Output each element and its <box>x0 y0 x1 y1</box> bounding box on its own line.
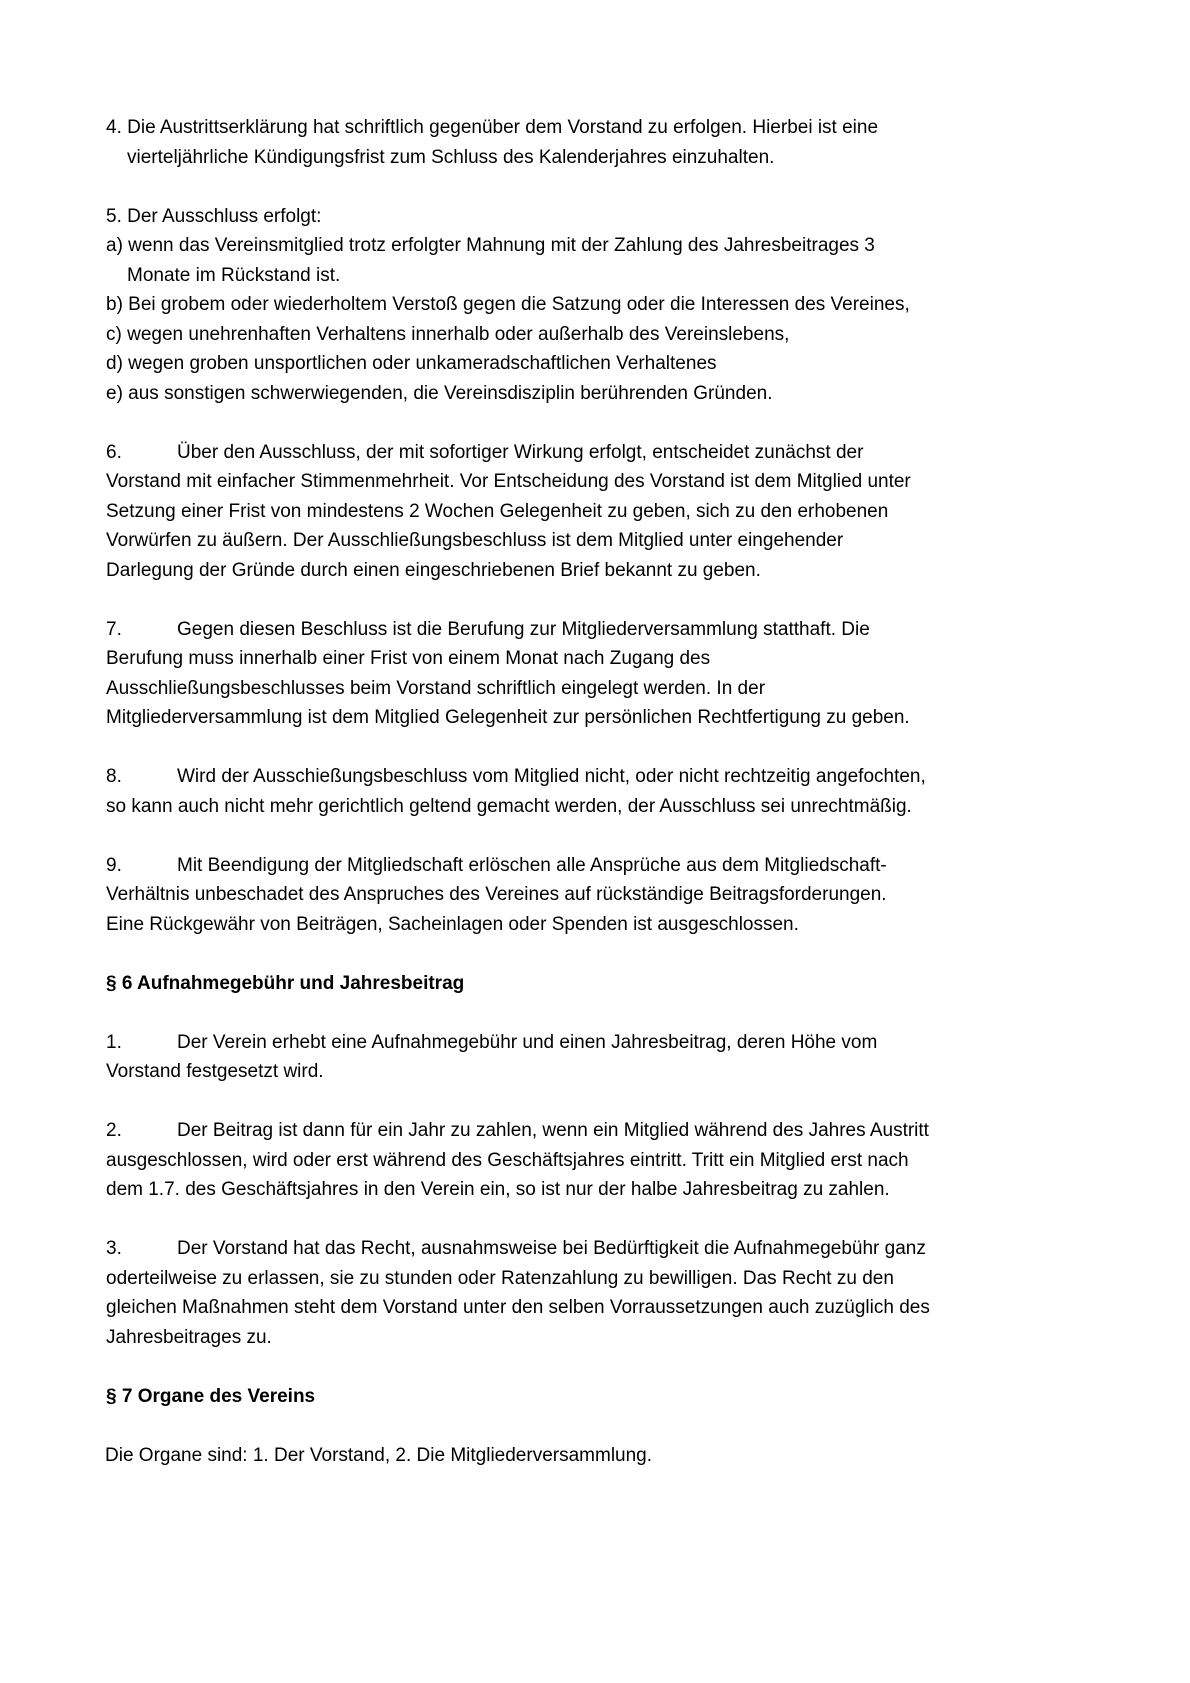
paragraph-4 <box>106 113 1006 172</box>
paragraph-line: Eine Rückgewähr von Beiträgen, Sacheinlagen oder Spenden ist ausgeschlossen. <box>106 913 799 935</box>
list-item-a-continued: Monate im Rückstand ist. <box>127 264 341 286</box>
paragraph-line: 4. Die Austrittserklärung hat schriftlich gegenüber dem Vorstand zu erfolgen. Hierbei ist eine <box>106 117 879 138</box>
list-item-a: a) wenn das Vereinsmitglied trotz erfolgter Mahnung mit der Zahlung des Jahresbeitrages 3 <box>106 235 875 256</box>
paragraph-line: Darlegung der Gründe durch einen eingeschriebenen Brief bekannt zu geben. <box>106 559 761 581</box>
paragraph-line: dem 1.7. des Geschäftsjahres in den Verein ein, so ist nur der halbe Jahresbeitrag zu zahlen. <box>106 1179 890 1200</box>
section-6-paragraph-2 <box>106 1116 1006 1205</box>
paragraph-line: Vorstand mit einfacher Stimmenmehrheit. Vor Entscheidung des Vorstand ist dem Mitglied unter <box>106 471 911 492</box>
section-6-paragraph-1 <box>106 1028 1006 1087</box>
paragraph-line: Vorstand festgesetzt wird. <box>106 1061 324 1082</box>
paragraph-text: Der Vorstand hat das Recht, ausnahmsweise bei Bedürftigkeit die Aufnahmegebühr ganz <box>177 1238 926 1259</box>
paragraph-line: vierteljährliche Kündigungsfrist zum Schluss des Kalenderjahres einzuhalten. <box>127 146 775 168</box>
paragraph-9 <box>106 851 1006 940</box>
paragraph-text: Mit Beendigung der Mitgliedschaft erlöschen alle Ansprüche aus dem Mitgliedschaft- <box>177 854 887 876</box>
paragraph-number: 7. <box>106 618 122 640</box>
section-7-text: Die Organe sind: 1. Der Vorstand, 2. Die Mitgliederversammlung. <box>105 1444 653 1466</box>
paragraph-line: Jahresbeitrages zu. <box>106 1326 272 1348</box>
paragraph-line: Ausschließungsbeschlusses beim Vorstand schriftlich eingelegt werden. In der <box>106 677 766 699</box>
paragraph-text: Gegen diesen Beschluss ist die Berufung zur Mitgliederversammlung statthaft. Die <box>177 618 870 640</box>
list-item-d: d) wegen groben unsportlichen oder unkameradschaftlichen Verhaltenes <box>106 353 717 374</box>
paragraph-number: 9. <box>106 854 122 876</box>
paragraph-5 <box>106 202 1006 409</box>
section-6-heading: § 6 Aufnahmegebühr und Jahresbeitrag <box>106 972 465 994</box>
paragraph-line: Berufung muss innerhalb einer Frist von einem Monat nach Zugang des <box>106 648 711 669</box>
paragraph-intro: 5. Der Ausschluss erfolgt: <box>106 205 322 227</box>
paragraph-7 <box>106 615 1006 733</box>
paragraph-number: 6. <box>106 441 122 463</box>
paragraph-line: oderteilweise zu erlassen, sie zu stunden oder Ratenzahlung zu bewilligen. Das Recht zu den <box>106 1267 894 1289</box>
paragraph-line: Mitgliederversammlung ist dem Mitglied Gelegenheit zur persönlichen Rechtfertigung zu geben. <box>106 707 910 728</box>
paragraph-line: Verhältnis unbeschadet des Anspruches des Vereines auf rückständige Beitragsforderungen. <box>106 884 887 905</box>
list-item-e: e) aus sonstigen schwerwiegenden, die Vereinsdisziplin berührenden Gründen. <box>106 382 773 404</box>
paragraph-line <box>106 851 1006 881</box>
paragraph-line: Vorwürfen zu äußern. Der Ausschließungsbeschluss ist dem Mitglied unter eingehender <box>106 530 844 551</box>
paragraph-text: Über den Ausschluss, der mit sofortiger Wirkung erfolgt, entscheidet zunächst der <box>177 441 864 463</box>
paragraph-6 <box>106 438 1006 586</box>
paragraph-number: 3. <box>106 1238 122 1259</box>
paragraph-8 <box>106 762 1006 821</box>
paragraph-number: 1. <box>106 1031 122 1053</box>
paragraph-line: Setzung einer Frist von mindestens 2 Wochen Gelegenheit zu geben, sich zu den erhobenen <box>106 500 889 522</box>
paragraph-line <box>106 1234 1006 1264</box>
paragraph-number: 8. <box>106 766 122 787</box>
paragraph-line <box>106 1116 1006 1146</box>
paragraph-text: Der Verein erhebt eine Aufnahmegebühr und einen Jahresbeitrag, deren Höhe vom <box>177 1031 878 1053</box>
section-6-paragraph-3 <box>106 1234 1006 1352</box>
section-7-heading: § 7 Organe des Vereins <box>106 1385 316 1407</box>
paragraph-number: 2. <box>106 1120 122 1141</box>
paragraph-text: Wird der Ausschießungsbeschluss vom Mitglied nicht, oder nicht rechtzeitig angefochten, <box>177 766 926 787</box>
paragraph-line <box>106 615 1006 645</box>
paragraph-line <box>106 438 1006 468</box>
paragraph-line: ausgeschlossen, wird oder erst während des Geschäftsjahres eintritt. Tritt ein Mitglied erst nach <box>106 1149 909 1171</box>
list-item-b: b) Bei grobem oder wiederholtem Verstoß gegen die Satzung oder die Interessen des Vereines, <box>106 294 910 315</box>
list-item-c: c) wegen unehrenhaften Verhaltens innerhalb oder außerhalb des Vereinslebens, <box>106 323 790 345</box>
paragraph-line: gleichen Maßnahmen steht dem Vorstand unter den selben Vorraussetzungen auch zuzüglich des <box>106 1297 930 1318</box>
paragraph-text: Der Beitrag ist dann für ein Jahr zu zahlen, wenn ein Mitglied während des Jahres Austritt <box>177 1120 929 1141</box>
paragraph-line <box>106 762 1006 792</box>
paragraph-line: so kann auch nicht mehr gerichtlich geltend gemacht werden, der Ausschluss sei unrechtmäßig. <box>106 795 912 817</box>
document-page <box>106 113 1006 1500</box>
paragraph-line <box>106 1028 1006 1058</box>
